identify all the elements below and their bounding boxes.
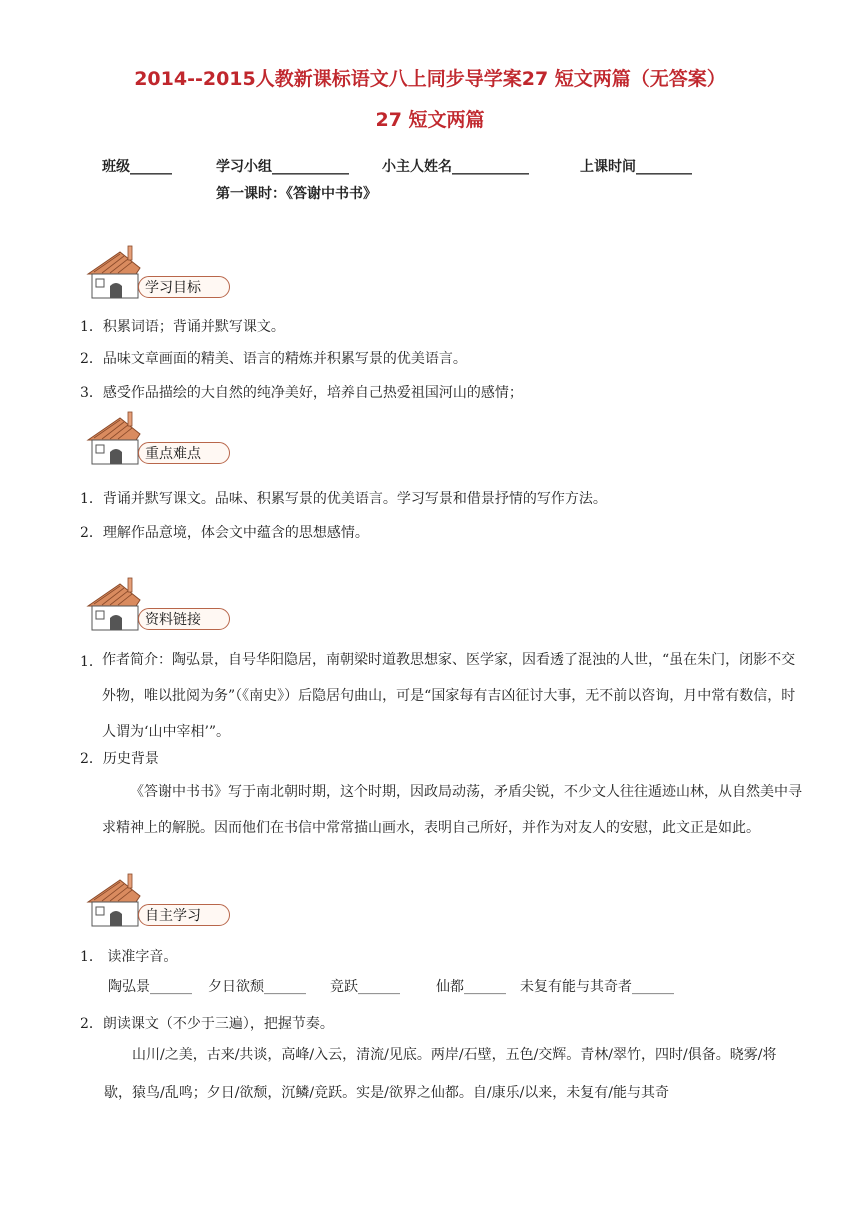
reading-passage: 山川/之美，古来/共谈，高峰/入云，清流/见底。两岸/石壁，五色/交辉。青林/翠竹，四时/俱备。晓雾/将歇，猿鸟/乱鸣；夕日/欲颓，沉鳞/竞跃。实是/欲界之仙都。自/康乐/以来，未复有/能与其奇: [104, 1047, 777, 1101]
material-item-2-title: 2．历史背景: [80, 751, 159, 767]
objective-item-3: 3．感受作品描绘的大自然的纯净美好，培养自己热爱祖国河山的感情；: [80, 385, 523, 401]
doc-subtitle: 27 短文两篇: [375, 109, 485, 131]
class-time-field: 上课时间________: [580, 159, 692, 175]
section-header-self-study: [80, 870, 230, 930]
key-point-item-1: 1．背诵并默写课文。品味、积累写景的优美语言。学习写景和借景抒情的写作方法。: [80, 491, 607, 507]
material-background-text: 《答谢中书书》写于南北朝时期，这个时期，因政局动荡，矛盾尖锐，不少文人往往遁迹山林，从自然美中寻求精神上的解脱。因而他们在书信中常常描山画水，表明自己所好，并作为对友人的安慰，此文正是如此。: [102, 784, 802, 836]
self-study-item-1: 1． 读准字音。: [80, 949, 178, 965]
section-label-objectives: 学习目标: [138, 276, 230, 298]
section-header-materials: [80, 574, 230, 634]
section-header-key-points: [80, 408, 230, 468]
material-item-1-number: 1．: [80, 654, 103, 670]
section-header-objectives: [80, 242, 230, 302]
pronounce-word-1: 陶弘景______: [108, 979, 192, 995]
objective-item-1: 1．积累词语；背诵并默写课文。: [80, 319, 285, 335]
self-study-item-2: 2．朗读课文（不少于三遍），把握节奏。: [80, 1016, 334, 1032]
section-label-key-points: 重点难点: [138, 442, 230, 464]
class-field: 班级______: [102, 159, 172, 175]
pronounce-word-3: 竞跃______: [330, 979, 400, 995]
material-author-intro: 作者简介：陶弘景，自号华阳隐居，南朝梁时道教思想家、医学家，因看透了混浊的人世，“虽在朱门，闭影不交外物，唯以批阅为务”（《南史》）后隐居句曲山，可是“国家每有吉凶征讨大事，无不前以咨询，月中常有数信，时人谓为‘山中宰相’”。: [102, 652, 796, 740]
group-field: 学习小组___________: [216, 159, 349, 175]
section-label-materials: 资料链接: [138, 608, 230, 630]
objective-item-2: 2．品味文章画面的精美、语言的精炼并积累写景的优美语言。: [80, 351, 467, 367]
lesson-heading: 第一课时：《答谢中书书》: [216, 186, 377, 202]
section-label-self-study: 自主学习: [138, 904, 230, 926]
host-name-field: 小主人姓名___________: [382, 159, 529, 175]
pronounce-word-4: 仙都______: [436, 979, 506, 995]
pronounce-word-5: 未复有能与其奇者______: [520, 979, 674, 995]
key-point-item-2: 2．理解作品意境，体会文中蕴含的思想感情。: [80, 525, 369, 541]
pronounce-word-2: 夕日欲颓______: [208, 979, 306, 995]
doc-title: 2014--2015人教新课标语文八上同步导学案27 短文两篇（无答案）: [134, 68, 726, 90]
